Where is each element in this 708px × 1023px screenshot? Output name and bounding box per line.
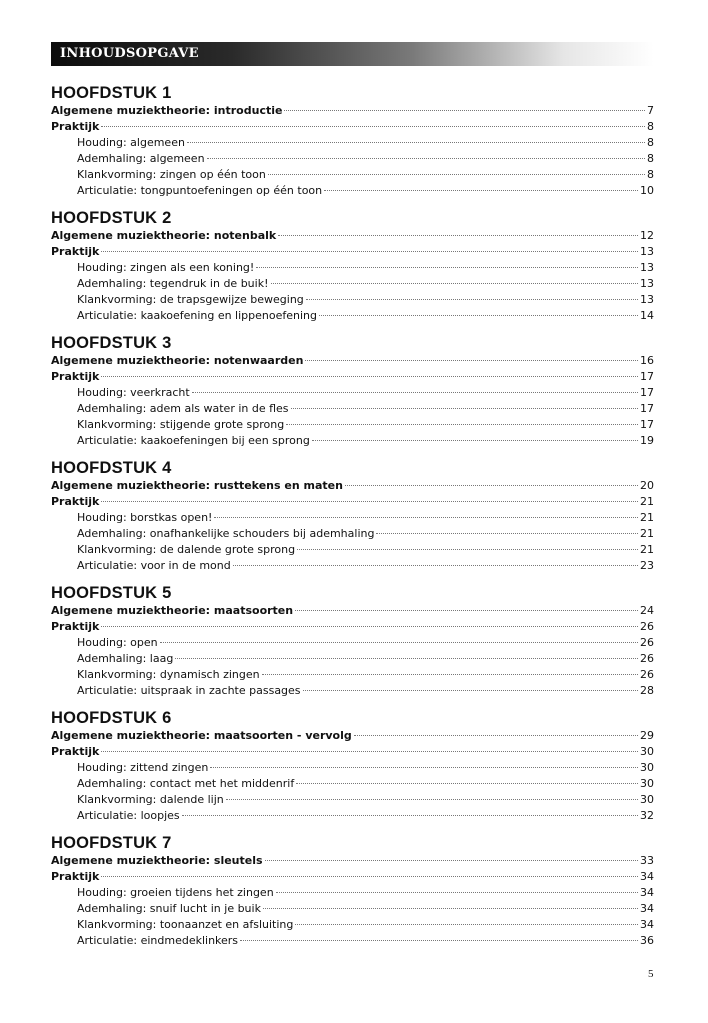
- dot-leader: [214, 517, 638, 518]
- toc-entry-subitem[interactable]: [51, 776, 654, 792]
- toc-entry-practice[interactable]: [51, 619, 654, 635]
- dot-leader: [101, 126, 645, 127]
- dot-leader: [101, 501, 638, 502]
- toc-entry-label: Ademhaling: adem als water in de fles: [77, 402, 289, 415]
- toc-entry-subitem[interactable]: [51, 901, 654, 917]
- toc-entry-label: Houding: open: [77, 636, 158, 649]
- toc-entry-subitem[interactable]: [51, 885, 654, 901]
- toc-entry-subitem[interactable]: [51, 183, 654, 199]
- toc-entry-page: 24: [640, 604, 654, 617]
- page-number: 5: [648, 968, 654, 980]
- chapter-list: [51, 84, 654, 949]
- toc-entry-theory[interactable]: [51, 728, 654, 744]
- chapter-title: HOOFDSTUK 3: [51, 334, 172, 352]
- toc-entry-page: 28: [640, 684, 654, 697]
- toc-entry-page: 30: [640, 745, 654, 758]
- toc-entry-subitem[interactable]: [51, 433, 654, 449]
- toc-entry-label: Ademhaling: algemeen: [77, 152, 205, 165]
- dot-leader: [101, 626, 638, 627]
- dot-leader: [233, 565, 638, 566]
- chapter-section: [51, 84, 654, 199]
- chapter-title: HOOFDSTUK 4: [51, 459, 172, 477]
- toc-entry-page: 17: [640, 370, 654, 383]
- toc-entry-label: Klankvorming: dynamisch zingen: [77, 668, 260, 681]
- toc-entry-label: Houding: borstkas open!: [77, 511, 213, 524]
- dot-leader: [262, 674, 638, 675]
- toc-entry-page: 17: [640, 402, 654, 415]
- toc-entry-page: 8: [647, 152, 654, 165]
- toc-entry-practice[interactable]: [51, 369, 654, 385]
- toc-entry-label: Houding: zittend zingen: [77, 761, 209, 774]
- toc-entry-subitem[interactable]: [51, 292, 654, 308]
- toc-entry-page: 20: [640, 479, 654, 492]
- toc-entry-label: Algemene muziektheorie: maatsoorten: [51, 604, 294, 617]
- toc-entry-label: Praktijk: [51, 495, 100, 508]
- dot-leader: [291, 408, 638, 409]
- toc-entry-label: Algemene muziektheorie: sleutels: [51, 854, 263, 867]
- dot-leader: [187, 142, 645, 143]
- dot-leader: [295, 924, 638, 925]
- toc-entry-label: Klankvorming: stijgende grote sprong: [77, 418, 285, 431]
- toc-entry-label: Houding: veerkracht: [77, 386, 190, 399]
- toc-entry-page: 34: [640, 886, 654, 899]
- chapter-section: [51, 834, 654, 949]
- toc-entry-practice[interactable]: [51, 494, 654, 510]
- toc-entry-subitem[interactable]: [51, 651, 654, 667]
- chapter-title: HOOFDSTUK 5: [51, 584, 172, 602]
- toc-entry-label: Klankvorming: de dalende grote sprong: [77, 543, 296, 556]
- toc-entry-practice[interactable]: [51, 119, 654, 135]
- toc-entry-practice[interactable]: [51, 744, 654, 760]
- toc-entry-page: 36: [640, 934, 654, 947]
- toc-heading-banner: INHOUDSOPGAVE: [51, 42, 654, 66]
- toc-entry-page: 29: [640, 729, 654, 742]
- toc-entry-label: Articulatie: loopjes: [77, 809, 180, 822]
- toc-entry-subitem[interactable]: [51, 385, 654, 401]
- toc-entry-label: Praktijk: [51, 620, 100, 633]
- toc-entry-subitem[interactable]: [51, 933, 654, 949]
- dot-leader: [276, 892, 638, 893]
- chapter-title: HOOFDSTUK 6: [51, 709, 172, 727]
- chapter-title: HOOFDSTUK 7: [51, 834, 172, 852]
- dot-leader: [268, 174, 645, 175]
- dot-leader: [354, 735, 638, 736]
- toc-entry-theory[interactable]: [51, 353, 654, 369]
- toc-entry-page: 8: [647, 168, 654, 181]
- toc-entry-label: Klankvorming: dalende lijn: [77, 793, 224, 806]
- toc-entry-page: 23: [640, 559, 654, 572]
- toc-entry-label: Ademhaling: contact met het middenrif: [77, 777, 295, 790]
- dot-leader: [160, 642, 638, 643]
- dot-leader: [306, 299, 638, 300]
- toc-entry-subitem[interactable]: [51, 260, 654, 276]
- toc-entry-subitem[interactable]: [51, 542, 654, 558]
- dot-leader: [101, 751, 638, 752]
- toc-entry-page: 21: [640, 495, 654, 508]
- chapter-section: [51, 584, 654, 699]
- toc-entry-page: 13: [640, 245, 654, 258]
- toc-entry-label: Klankvorming: toonaanzet en afsluiting: [77, 918, 294, 931]
- chapter-title: HOOFDSTUK 1: [51, 84, 172, 102]
- toc-entry-label: Praktijk: [51, 245, 100, 258]
- toc-entry-subitem[interactable]: [51, 151, 654, 167]
- toc-entry-label: Klankvorming: zingen op één toon: [77, 168, 266, 181]
- toc-entry-label: Houding: groeien tijdens het zingen: [77, 886, 274, 899]
- toc-entry-theory[interactable]: [51, 103, 654, 119]
- dot-leader: [303, 690, 638, 691]
- toc-entry-label: Houding: zingen als een koning!: [77, 261, 255, 274]
- toc-entry-page: 7: [647, 104, 654, 117]
- toc-entry-subitem[interactable]: [51, 667, 654, 683]
- toc-entry-label: Articulatie: kaakoefeningen bij een sprong: [77, 434, 310, 447]
- toc-entry-subitem[interactable]: [51, 792, 654, 808]
- toc-entry-label: Praktijk: [51, 870, 100, 883]
- toc-entry-label: Praktijk: [51, 120, 100, 133]
- dot-leader: [278, 235, 638, 236]
- toc-entry-label: Algemene muziektheorie: rusttekens en maten: [51, 479, 343, 492]
- toc-entry-page: 26: [640, 668, 654, 681]
- chapter-title: HOOFDSTUK 2: [51, 209, 172, 227]
- toc-entry-label: Praktijk: [51, 745, 100, 758]
- toc-entry-label: Algemene muziektheorie: maatsoorten - vervolg: [51, 729, 352, 742]
- toc-entry-page: 10: [640, 184, 654, 197]
- toc-entry-theory[interactable]: [51, 228, 654, 244]
- toc-entry-subitem[interactable]: [51, 276, 654, 292]
- toc-entry-label: Algemene muziektheorie: notenwaarden: [51, 354, 304, 367]
- dot-leader: [312, 440, 638, 441]
- toc-entry-practice[interactable]: [51, 244, 654, 260]
- toc-entry-label: Algemene muziektheorie: introductie: [51, 104, 283, 117]
- dot-leader: [226, 799, 638, 800]
- toc-entry-page: 16: [640, 354, 654, 367]
- toc-entry-label: Ademhaling: laag: [77, 652, 174, 665]
- toc-entry-subitem[interactable]: [51, 760, 654, 776]
- toc-entry-page: 26: [640, 652, 654, 665]
- dot-leader: [284, 110, 645, 111]
- toc-entry-label: Ademhaling: tegendruk in de buik!: [77, 277, 269, 290]
- toc-entry-label: Klankvorming: de trapsgewijze beweging: [77, 293, 304, 306]
- dot-leader: [175, 658, 638, 659]
- toc-entry-subitem[interactable]: [51, 510, 654, 526]
- table-of-contents: [51, 42, 654, 959]
- chapter-section: [51, 334, 654, 449]
- toc-entry-subitem[interactable]: [51, 135, 654, 151]
- toc-entry-page: 30: [640, 761, 654, 774]
- dot-leader: [256, 267, 638, 268]
- chapter-section: [51, 459, 654, 574]
- toc-entry-practice[interactable]: [51, 869, 654, 885]
- toc-entry-subitem[interactable]: [51, 917, 654, 933]
- toc-entry-page: 30: [640, 793, 654, 806]
- dot-leader: [286, 424, 638, 425]
- toc-entry-page: 30: [640, 777, 654, 790]
- toc-entry-label: Praktijk: [51, 370, 100, 383]
- toc-entry-label: Ademhaling: onafhankelijke schouders bij ademhaling: [77, 527, 375, 540]
- toc-entry-page: 33: [640, 854, 654, 867]
- toc-entry-label: Articulatie: uitspraak in zachte passages: [77, 684, 301, 697]
- dot-leader: [271, 283, 639, 284]
- toc-entry-page: 32: [640, 809, 654, 822]
- dot-leader: [296, 783, 638, 784]
- toc-entry-label: Articulatie: kaakoefening en lippenoefening: [77, 309, 317, 322]
- toc-entry-page: 34: [640, 870, 654, 883]
- toc-entry-subitem[interactable]: [51, 635, 654, 651]
- toc-entry-page: 34: [640, 918, 654, 931]
- chapter-section: [51, 709, 654, 824]
- toc-entry-page: 14: [640, 309, 654, 322]
- toc-entry-label: Algemene muziektheorie: notenbalk: [51, 229, 277, 242]
- toc-entry-page: 21: [640, 511, 654, 524]
- toc-entry-page: 12: [640, 229, 654, 242]
- toc-entry-subitem[interactable]: [51, 417, 654, 433]
- toc-entry-page: 34: [640, 902, 654, 915]
- toc-entry-page: 17: [640, 418, 654, 431]
- dot-leader: [345, 485, 638, 486]
- toc-entry-subitem[interactable]: [51, 526, 654, 542]
- toc-entry-subitem[interactable]: [51, 558, 654, 574]
- toc-entry-label: Articulatie: tongpuntoefeningen op één toon: [77, 184, 323, 197]
- toc-entry-label: Houding: algemeen: [77, 136, 185, 149]
- dot-leader: [240, 940, 638, 941]
- dot-leader: [101, 251, 638, 252]
- dot-leader: [263, 908, 638, 909]
- dot-leader: [101, 376, 638, 377]
- dot-leader: [319, 315, 638, 316]
- toc-entry-subitem[interactable]: [51, 167, 654, 183]
- toc-entry-page: 13: [640, 293, 654, 306]
- toc-entry-page: 17: [640, 386, 654, 399]
- dot-leader: [297, 549, 638, 550]
- dot-leader: [210, 767, 638, 768]
- toc-entry-theory[interactable]: [51, 478, 654, 494]
- toc-entry-page: 19: [640, 434, 654, 447]
- toc-entry-label: Ademhaling: snuif lucht in je buik: [77, 902, 261, 915]
- toc-entry-page: 13: [640, 277, 654, 290]
- toc-entry-page: 21: [640, 543, 654, 556]
- toc-entry-label: Articulatie: eindmedeklinkers: [77, 934, 239, 947]
- dot-leader: [101, 876, 638, 877]
- dot-leader: [207, 158, 645, 159]
- dot-leader: [324, 190, 638, 191]
- dot-leader: [265, 860, 638, 861]
- toc-entry-page: 8: [647, 136, 654, 149]
- dot-leader: [376, 533, 638, 534]
- toc-entry-page: 26: [640, 636, 654, 649]
- toc-entry-page: 26: [640, 620, 654, 633]
- toc-entry-subitem[interactable]: [51, 683, 654, 699]
- dot-leader: [305, 360, 638, 361]
- toc-entry-label: Articulatie: voor in de mond: [77, 559, 231, 572]
- dot-leader: [295, 610, 638, 611]
- toc-entry-page: 13: [640, 261, 654, 274]
- toc-entry-subitem[interactable]: [51, 401, 654, 417]
- toc-entry-subitem[interactable]: [51, 808, 654, 824]
- toc-entry-page: 21: [640, 527, 654, 540]
- toc-entry-theory[interactable]: [51, 853, 654, 869]
- dot-leader: [182, 815, 638, 816]
- chapter-section: [51, 209, 654, 324]
- toc-entry-theory[interactable]: [51, 603, 654, 619]
- toc-entry-subitem[interactable]: [51, 308, 654, 324]
- dot-leader: [192, 392, 638, 393]
- toc-entry-page: 8: [647, 120, 654, 133]
